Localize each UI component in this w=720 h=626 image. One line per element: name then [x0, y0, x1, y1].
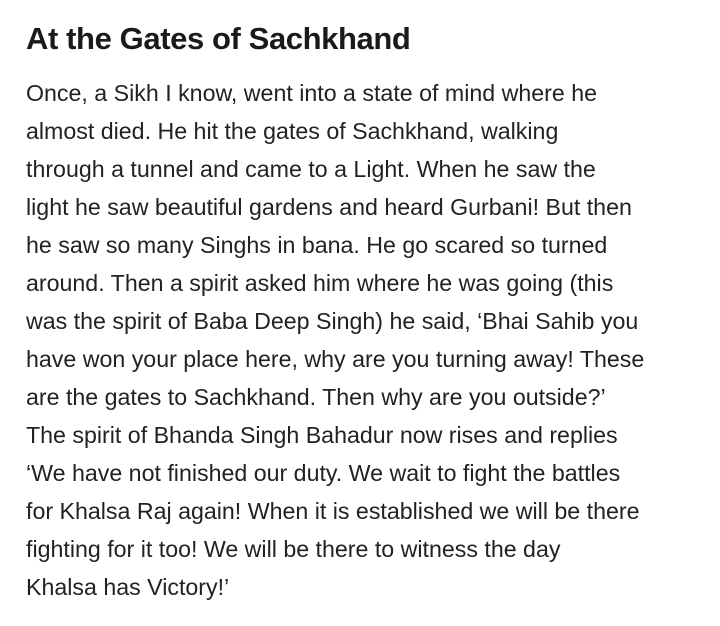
- body-line: around. Then a spirit asked him where he was going (this: [26, 270, 614, 296]
- body-line: fighting for it too! We will be there to witness the day: [26, 536, 561, 562]
- body-line: he saw so many Singhs in bana. He go scared so turned: [26, 232, 608, 258]
- body-line: Khalsa has Victory!’: [26, 574, 230, 600]
- body-line: through a tunnel and came to a Light. When he saw the: [26, 156, 596, 182]
- article-body: [26, 74, 706, 606]
- body-line: are the gates to Sachkhand. Then why are you outside?’: [26, 384, 606, 410]
- body-line: for Khalsa Raj again! When it is established we will be there: [26, 498, 640, 524]
- body-line: The spirit of Bhanda Singh Bahadur now rises and replies: [26, 422, 618, 448]
- article: [26, 18, 706, 606]
- body-line: ‘We have not finished our duty. We wait to fight the battles: [26, 460, 621, 486]
- body-line: was the spirit of Baba Deep Singh) he said, ‘Bhai Sahib you: [26, 308, 639, 334]
- body-line: have won your place here, why are you turning away! These: [26, 346, 645, 372]
- body-line: light he saw beautiful gardens and heard Gurbani! But then: [26, 194, 632, 220]
- article-title: At the Gates of Sachkhand: [26, 21, 411, 56]
- body-line: Once, a Sikh I know, went into a state of mind where he: [26, 80, 597, 106]
- body-line: almost died. He hit the gates of Sachkhand, walking: [26, 118, 559, 144]
